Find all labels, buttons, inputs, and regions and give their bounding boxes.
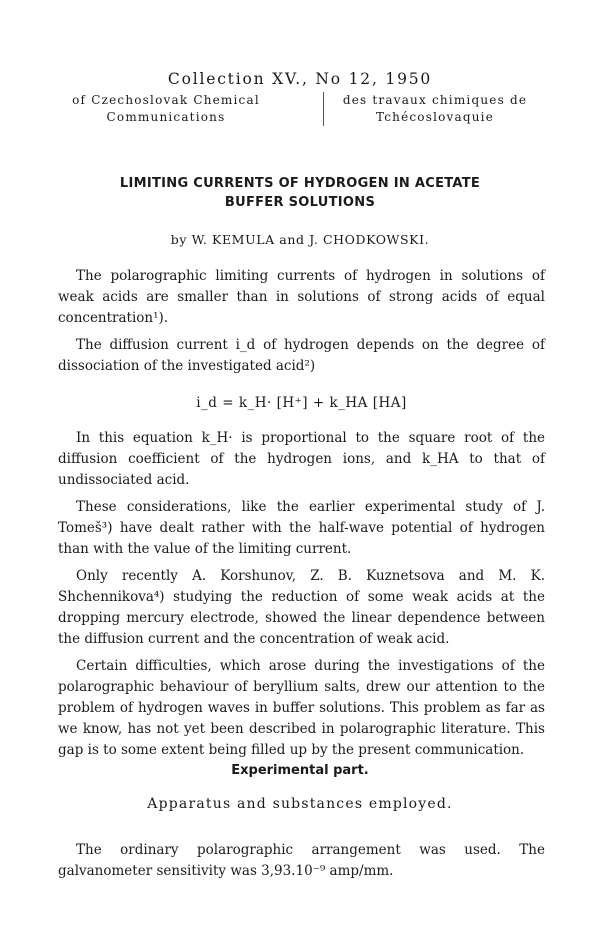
article-body — [58, 266, 545, 761]
english-journal-name — [46, 92, 286, 126]
publication-names — [40, 92, 560, 126]
experimental-body — [58, 840, 545, 882]
french-name-line1: des travaux chimiques de — [342, 93, 528, 107]
paragraph-7: The ordinary polarographic arrangement was used. The galvanometer sensitivity was 3,93.10⁻⁹ amp/mm. — [58, 842, 545, 879]
subsection-heading: Apparatus and substances employed. — [147, 796, 453, 812]
french-journal-name — [310, 92, 560, 126]
section-heading: Experimental part. — [231, 763, 369, 778]
paragraph-6: Certain difficulties, which arose during the investigations of the polarographic behaviour of beryllium salts, drew our attention to the problem of hydrogen waves in buffer solutions. This problem as far as we know, has not yet been described in polarographic literature. This gap is to some extent being filled up by the present communication. — [58, 658, 545, 758]
english-name-line1: of Czechoslovak Chemical — [72, 93, 260, 107]
paragraph-3: In this equation k_H· is proportional to the square root of the diffusion coefficient of the hydrogen ions, and k_HA to that of undissociated acid. — [58, 430, 545, 488]
paragraph-4: These considerations, like the earlier experimental study of J. Tomeš³) have dealt rather with the half-wave potential of hydrogen than with the value of the limiting current. — [58, 499, 545, 557]
journal-header — [40, 70, 560, 126]
title-line2: BUFFER SOLUTIONS — [224, 195, 376, 210]
collection-line: Collection XV., No 12, 1950 — [167, 70, 433, 88]
paragraph-5: Only recently A. Korshunov, Z. B. Kuznetsova and M. K. Shchennikova⁴) studying the reduction of some weak acids at the dropping mercury electrode, showed the linear dependence between the diffusion current and the concentration of weak acid. — [58, 568, 545, 647]
article-title — [60, 174, 540, 212]
paragraph-2: The diffusion current i_d of hydrogen depends on the degree of dissociation of the investigated acid²) — [58, 337, 545, 374]
french-name-line2: Tchécoslovaquie — [375, 110, 495, 124]
paragraph-1: The polarographic limiting currents of hydrogen in solutions of weak acids are smaller than in solutions of strong acids of equal concentration¹). — [58, 268, 545, 326]
authors: by W. KEMULA and J. CHODKOWSKI. — [170, 232, 430, 247]
title-line1: LIMITING CURRENTS OF HYDROGEN IN ACETATE — [119, 176, 481, 191]
english-name-line2: Communications — [106, 110, 226, 124]
equation: i_d = k_H· [H⁺] + k_HA [HA] — [196, 395, 407, 411]
